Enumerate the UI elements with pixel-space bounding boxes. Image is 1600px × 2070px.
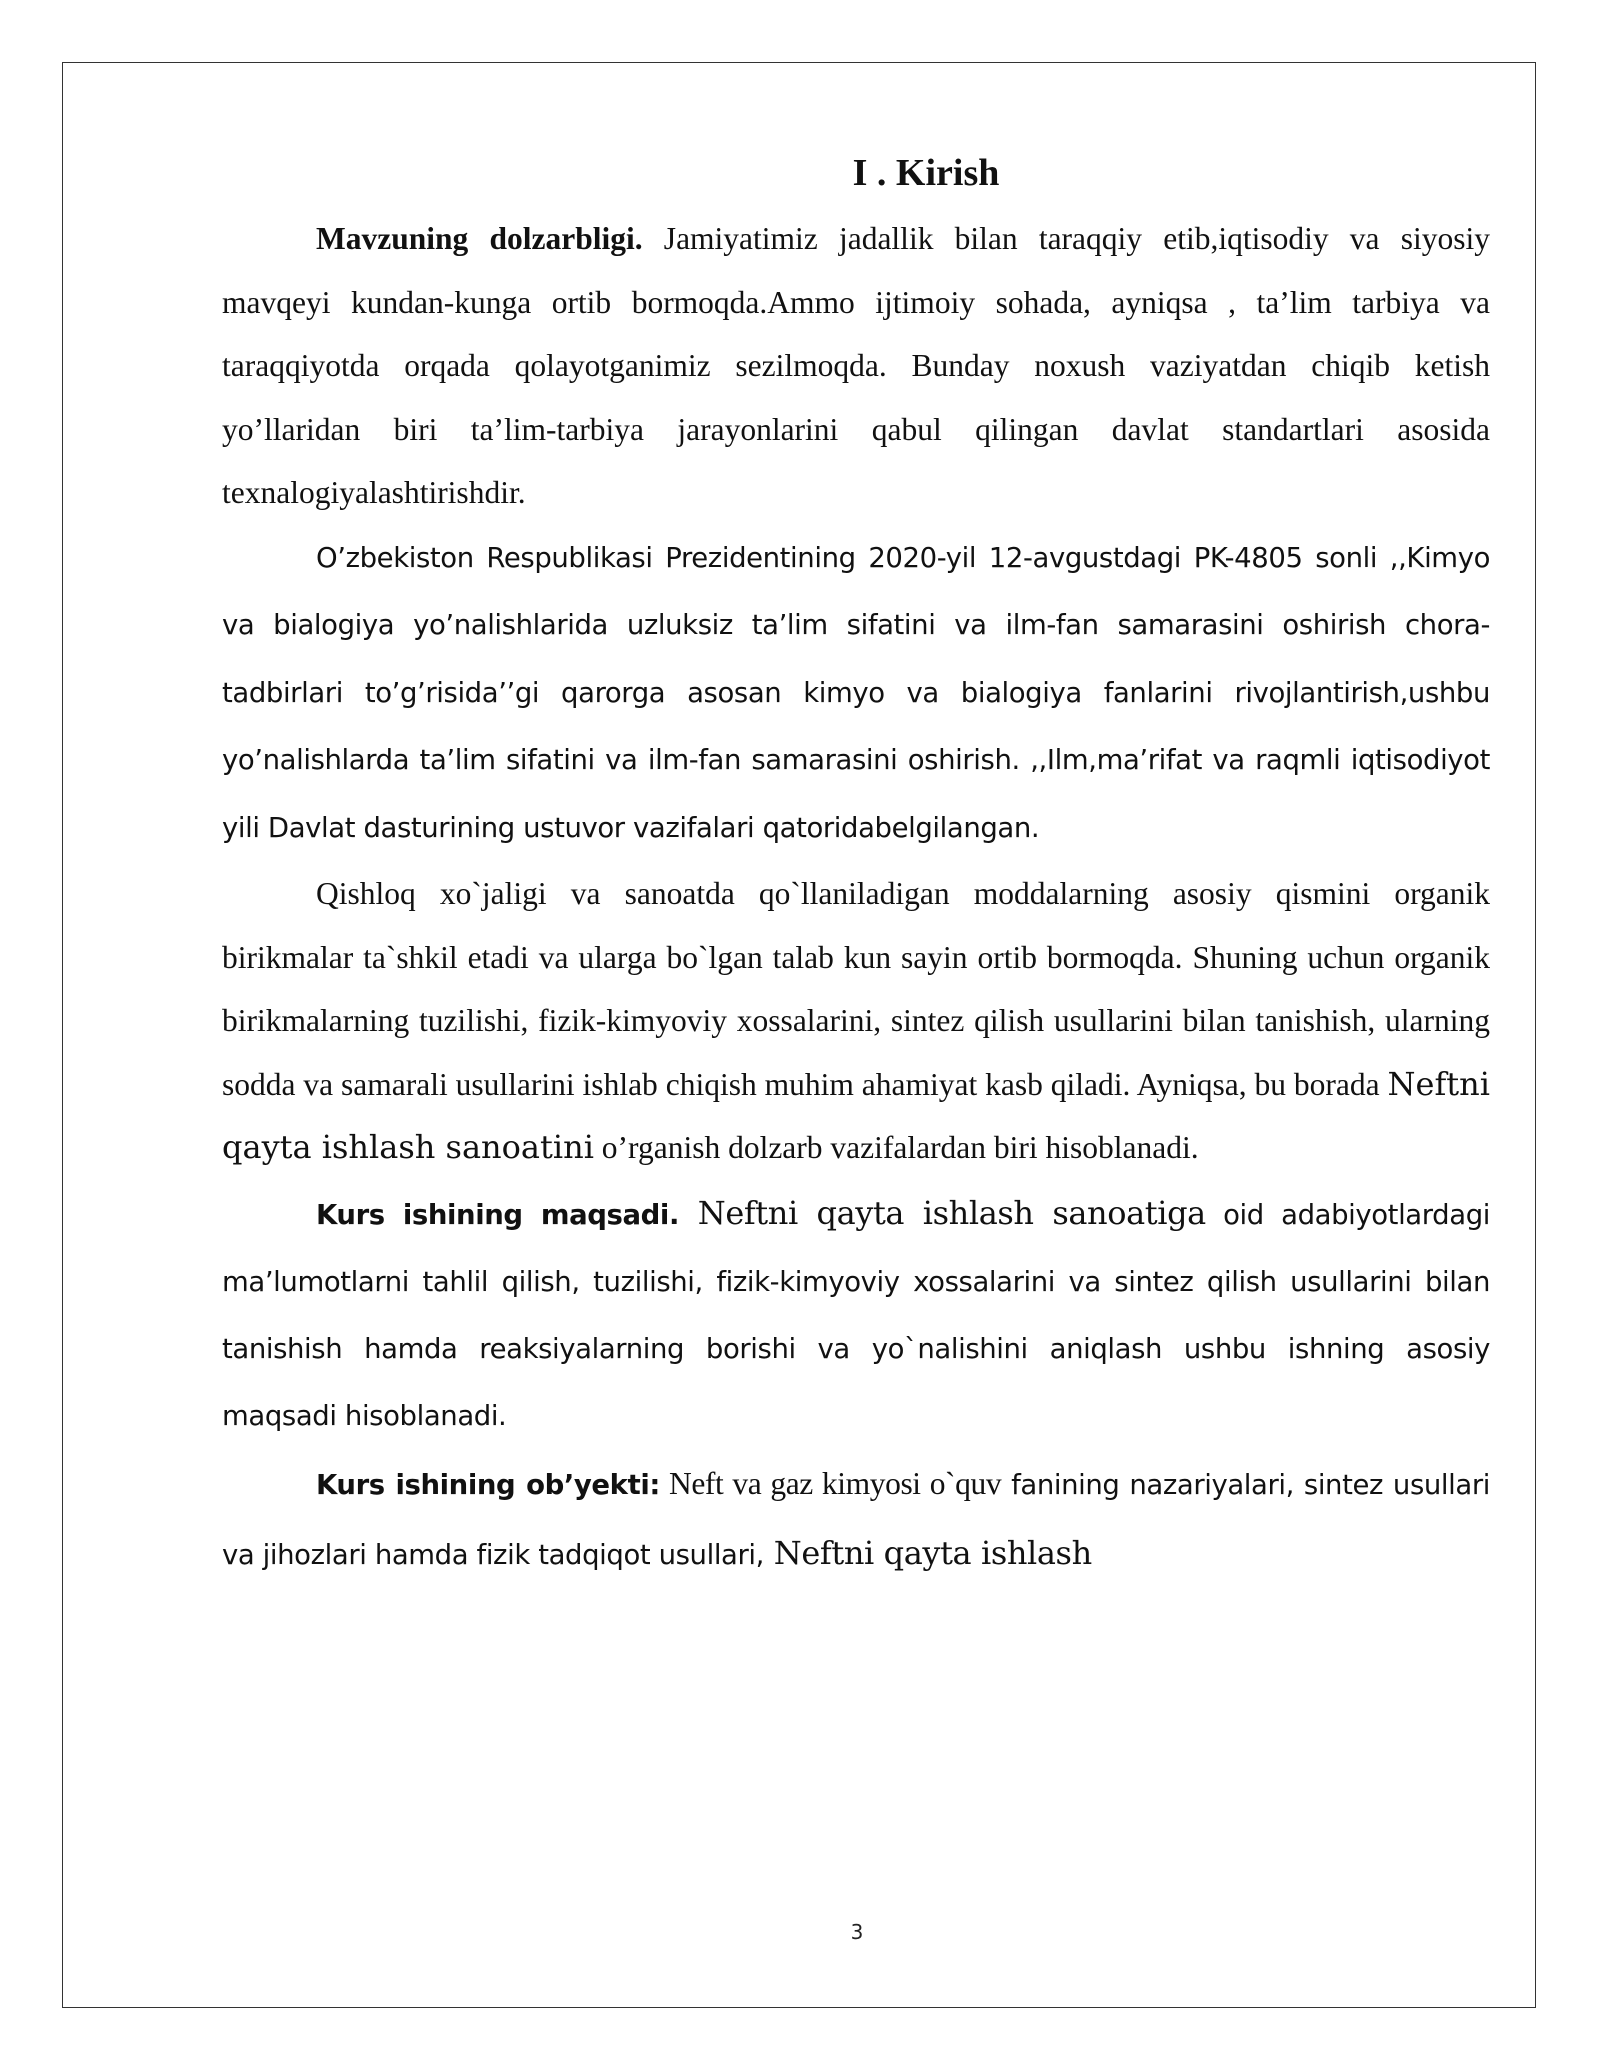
object-text-b: fanining nazariyalari, sintez usullari va jihozlari hamda fizik tadqiqot usullari, — [222, 1468, 1490, 1571]
object-heading: Kurs ishining ob’yekti: — [316, 1468, 660, 1501]
object-text-c: Neftni qayta ishlash — [764, 1533, 1092, 1572]
paragraph-decree — [222, 525, 1490, 863]
organic-text-c: o’rganish dolzarb vazifalardan biri hisoblanadi. — [593, 1130, 1199, 1165]
paragraph-relevance — [222, 207, 1490, 525]
object-text-a: Neft va gaz kimyosi o`quv — [659, 1465, 1002, 1501]
purpose-heading: Kurs ishining maqsadi. — [316, 1198, 680, 1231]
relevance-heading: Mavzuning dolzarbligi. — [316, 221, 643, 256]
document-body — [222, 145, 1490, 1589]
purpose-text-b: oid adabiyotlardagi ma’lumotlarni tahlil qilish, tuzilishi, fizik-kimyoviy xossalarini va sintez qilish usullarini bilan tanishish hamda reaksiyalarning borishi va yo`nalishini aniqlash ushbu ishning asosiy maqsadi hisoblanadi. — [222, 1198, 1490, 1432]
relevance-text: Jamiyatimiz jadallik bilan taraqqiy etib,iqtisodiy va siyosiy mavqeyi kundan-kunga ortib bormoqda.Ammo ijtimoiy sohada, ayniqsa , ta’lim tarbiya va taraqqiyotda orqada qolayotganimiz sezilmoqda. Bunday noxush vaziyatdan chiqib ketish yo’llaridan biri ta’lim-tarbiya jarayonlarini qabul qilingan davlat standartlari asosida texnalogiyalashtirishdir. — [222, 221, 1491, 510]
organic-text-a: Qishloq xo`jaligi va sanoatda qo`llaniladigan moddalarning asosiy qismini organik birikmalar ta`shkil etadi va ularga bo`lgan talab kun sayin ortib bormoqda. Shuning uchun organik birikmalarning tuzilishi, fizik-kimyoviy xossalarini, sintez qilish usullarini bilan tanishish, ularning sodda va samarali usullarini ishlab chiqish muhim ahamiyat kasb qiladi. Ayniqsa, bu borada — [222, 876, 1490, 1102]
page-number: 3 — [850, 1920, 864, 1944]
paragraph-object — [222, 1450, 1490, 1589]
organic-text-highlight: Neftni qayta ishlash sanoatini — [222, 1064, 1490, 1166]
section-title: I . Kirish — [852, 152, 1000, 194]
paragraph-purpose — [222, 1180, 1490, 1450]
purpose-text-a: Neftni qayta ishlash sanoatiga — [679, 1193, 1206, 1232]
paragraph-organic-compounds — [222, 862, 1490, 1180]
decree-text: O’zbekiston Respublikasi Prezidentining 2020-yil 12-avgustdagi PK-4805 sonli ,,Kimyo va bialogiya yo’nalishlarida uzluksiz ta’lim sifatini va ilm-fan samarasini oshirish chora-tadbirlari to’g’risida’’gi qarorga asosan kimyo va bialogiya fanlarini rivojlantirish,ushbu yo’nalishlarda ta’lim sifatini va ilm-fan samarasini oshirish. ,,Ilm,ma’rifat va raqmli iqtisodiyot yili Davlat dasturining ustuvor vazifalari qatoridabelgilangan. — [222, 541, 1490, 844]
